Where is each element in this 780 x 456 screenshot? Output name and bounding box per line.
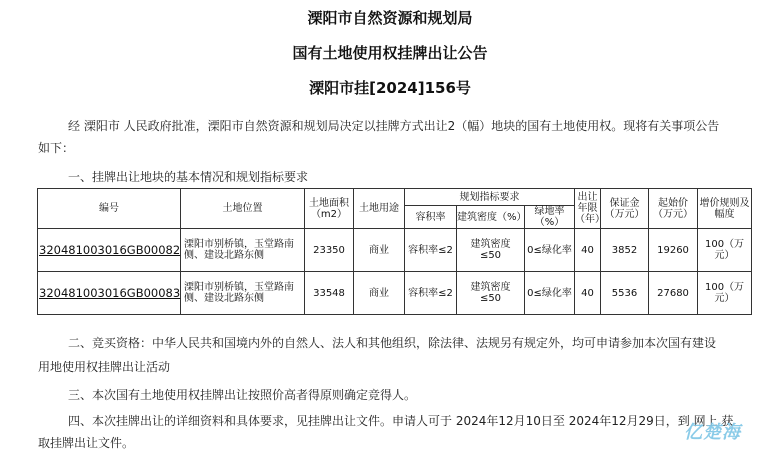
parcel-code[interactable]: 320481003016GB00083 <box>38 272 181 315</box>
section4-line2: 取挂牌出让文件。 <box>38 436 135 450</box>
density-line1: 建筑密度 <box>470 282 511 293</box>
agency-title: 溧阳市自然资源和规划局 <box>307 9 473 27</box>
header-far: 容积率 <box>405 206 457 229</box>
section2-line1: 二、竞买资格：中华人民共和国境内外的自然人、法人和其他组织，除法律、法规另有规定外，均可申请参加本次国有建设 <box>68 336 717 350</box>
watermark-logo: 亿楚海 <box>684 422 741 443</box>
parcel-start-price: 27680 <box>649 272 698 315</box>
parcel-green: 0≤绿化率 <box>525 272 575 315</box>
parcel-far: 容积率≤2 <box>405 272 457 315</box>
notice-title: 国有土地使用权挂牌出让公告 <box>292 44 488 62</box>
header-deposit: 保证金（万元） <box>601 189 649 229</box>
parcel-deposit: 5536 <box>601 272 649 315</box>
header-planning: 规划指标要求 <box>405 189 575 206</box>
parcel-location <box>181 229 305 272</box>
parcel-use: 商业 <box>354 272 405 315</box>
location-line1: 溧阳市别桥镇，玉堂路南 <box>184 239 294 250</box>
header-area: 土地面积（m2） <box>305 189 354 229</box>
density-line1: 建筑密度 <box>470 239 511 250</box>
density-line2: ≤50 <box>479 293 502 304</box>
parcel-density <box>457 229 525 272</box>
intro-paragraph-line2: 如下： <box>38 141 75 155</box>
table-row <box>38 272 752 315</box>
header-start-price: 起始价（万元） <box>649 189 698 229</box>
table-row <box>38 229 752 272</box>
parcel-use: 商业 <box>354 229 405 272</box>
parcel-increment: 100（万元） <box>698 229 752 272</box>
section1-heading: 一、挂牌出让地块的基本情况和规划指标要求 <box>68 170 309 184</box>
intro-paragraph-line1: 经 溧阳市 人民政府批准，溧阳市自然资源和规划局决定以挂牌方式出让2（幅）地块的国有土地使用权。现将有关事项公告 <box>68 119 720 133</box>
header-increment: 增价规则及幅度 <box>698 189 752 229</box>
parcel-term: 40 <box>575 229 601 272</box>
density-line2: ≤50 <box>479 250 502 261</box>
location-line2: 侧、建设北路东侧 <box>184 293 264 304</box>
parcel-deposit: 3852 <box>601 229 649 272</box>
land-parcel-table <box>37 188 752 315</box>
document-number: 溧阳市挂[2024]156号 <box>309 79 471 97</box>
section2-line2: 用地使用权挂牌出让活动 <box>38 360 171 374</box>
header-location: 土地位置 <box>181 189 305 229</box>
location-line1: 溧阳市别桥镇，玉堂路南 <box>184 282 294 293</box>
header-use: 土地用途 <box>354 189 405 229</box>
section4-line1: 四、本次挂牌出让的详细资料和具体要求，见挂牌出让文件。申请人可于 2024年12月10日至 2024年12月29日，到 网上 获 <box>68 414 734 428</box>
header-code: 编号 <box>38 189 181 229</box>
parcel-location <box>181 272 305 315</box>
header-term: 出让年限（年） <box>575 189 601 229</box>
parcel-far: 容积率≤2 <box>405 229 457 272</box>
parcel-area: 33548 <box>305 272 354 315</box>
header-density: 建筑密度（%） <box>457 206 525 229</box>
location-line2: 侧、建设北路东侧 <box>184 250 264 261</box>
parcel-code[interactable]: 320481003016GB00082 <box>38 229 181 272</box>
parcel-green: 0≤绿化率 <box>525 229 575 272</box>
parcel-density <box>457 272 525 315</box>
parcel-start-price: 19260 <box>649 229 698 272</box>
parcel-area: 23350 <box>305 229 354 272</box>
header-green: 绿地率（%） <box>525 206 575 229</box>
parcel-increment: 100（万元） <box>698 272 752 315</box>
parcel-term: 40 <box>575 272 601 315</box>
section3-paragraph: 三、本次国有土地使用权挂牌出让按照价高者得原则确定竞得人。 <box>68 388 417 402</box>
